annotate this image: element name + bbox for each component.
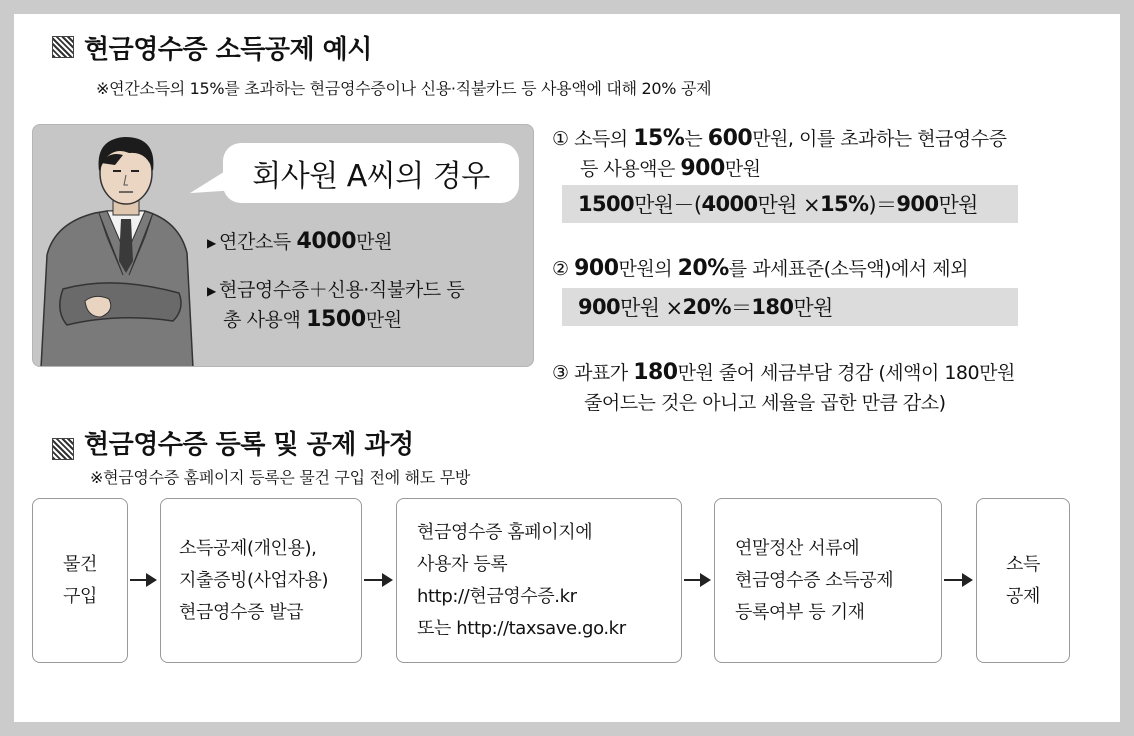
process-step-deduction: 소득 공제 bbox=[976, 498, 1070, 663]
businessman-illustration bbox=[33, 125, 203, 367]
process-step-purchase: 물건 구입 bbox=[32, 498, 128, 663]
persona-name: 회사원 A씨의 경우 bbox=[252, 159, 490, 194]
step3-line2: 줄어드는 것은 아니고 세율을 곱한 만큼 감소) bbox=[584, 392, 946, 414]
usage-total: 총 사용액 1500만원 bbox=[223, 307, 402, 332]
step1-line2: 등 사용액은 900만원 bbox=[580, 156, 761, 181]
section2-note: ※현금영수증 홈페이지 등록은 물건 구입 전에 해도 무방 bbox=[90, 468, 471, 487]
income-item: ▶ 연간소득 4000만원 bbox=[207, 229, 393, 254]
process-step-register: 현금영수증 홈페이지에 사용자 등록 http://현금영수증.kr 또는 http://taxsave.go.kr bbox=[396, 498, 682, 663]
speech-bubble bbox=[223, 143, 519, 203]
right-arrow-icon bbox=[684, 572, 712, 588]
triangle-bullet-icon: ▶ bbox=[207, 283, 216, 298]
section1-title: 현금영수증 소득공제 예시 bbox=[84, 35, 372, 65]
persona-panel bbox=[32, 124, 534, 367]
step2-formula: 900 만원 × 20% ＝ 180 만원 bbox=[562, 288, 1018, 326]
step1-line1: ① 소득의 15%는 600만원, 이를 초과하는 현금영수증 bbox=[552, 126, 1007, 151]
step3-line1: ③ 과표가 180만원 줄어 세금부담 경감 (세액이 180만원 bbox=[552, 360, 1015, 385]
usage-item: ▶ 현금영수증＋신용·직불카드 등 bbox=[207, 279, 465, 301]
step2-line1: ② 900만원의 20%를 과세표준(소득액)에서 제외 bbox=[552, 256, 968, 281]
hatched-square-icon bbox=[52, 438, 74, 460]
triangle-bullet-icon: ▶ bbox=[207, 235, 216, 250]
step1-formula: 1500 만원－( 4000 만원 × 15% )＝ 900 만원 bbox=[562, 185, 1018, 223]
right-arrow-icon bbox=[130, 572, 158, 588]
right-arrow-icon bbox=[944, 572, 974, 588]
section1-note: ※연간소득의 15%를 초과하는 현금영수증이나 신용·직불카드 등 사용액에 대해 20% 공제 bbox=[96, 79, 712, 98]
hatched-square-icon bbox=[52, 36, 74, 58]
section2-title: 현금영수증 등록 및 공제 과정 bbox=[84, 430, 414, 460]
right-arrow-icon bbox=[364, 572, 394, 588]
process-step-year-end: 연말정산 서류에 현금영수증 소득공제 등록여부 등 기재 bbox=[714, 498, 942, 663]
process-step-issue: 소득공제(개인용), 지출증빙(사업자용) 현금영수증 발급 bbox=[160, 498, 362, 663]
